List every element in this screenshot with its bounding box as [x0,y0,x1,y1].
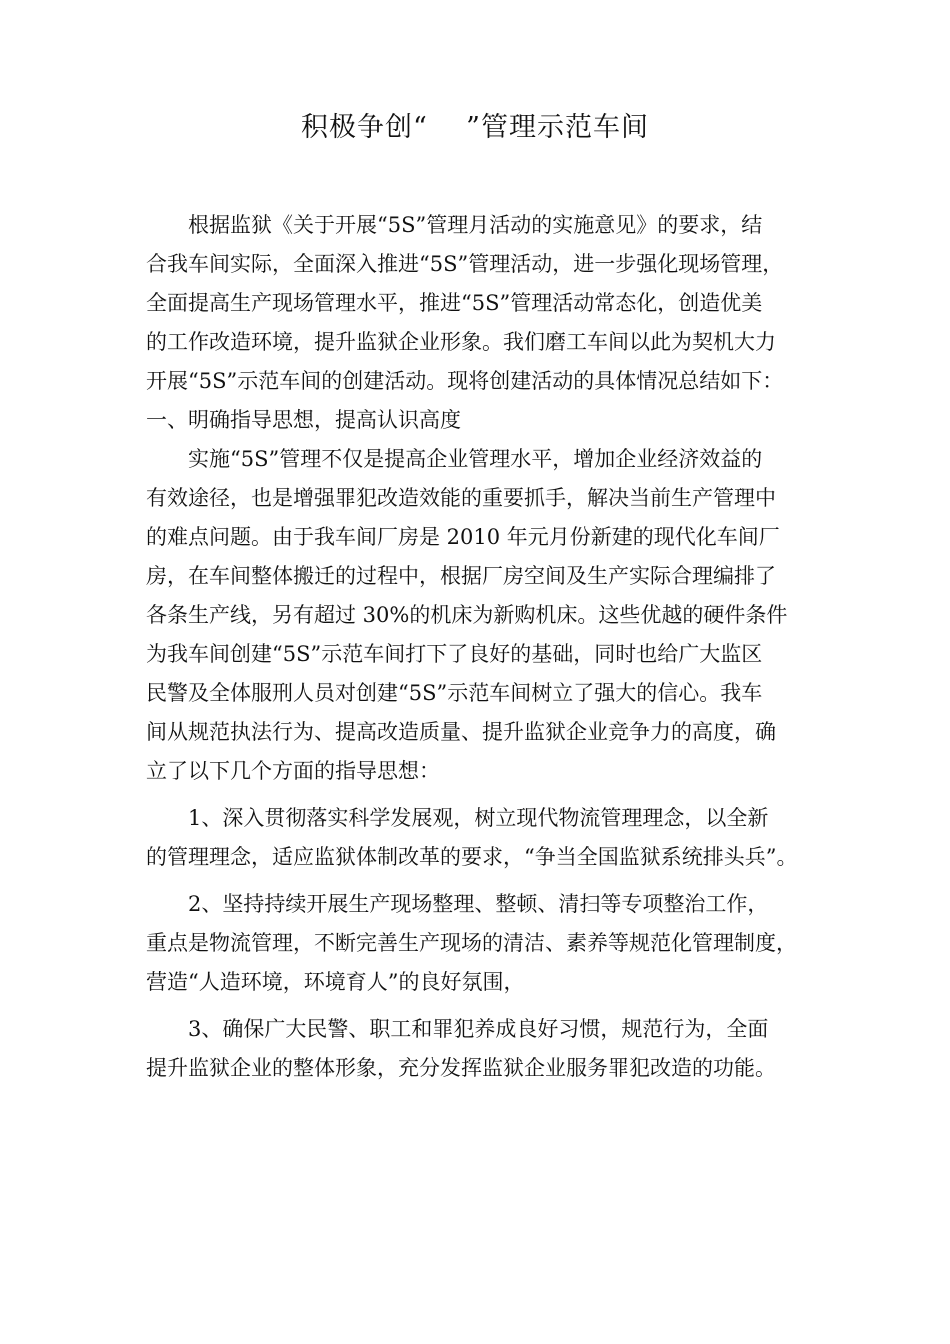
text-line: 的工作改造环境，提升监狱企业形象。我们磨工车间以此为契机大力 [146,330,776,354]
text-line: 营造“人造环境，环境育人”的良好氛围， [146,970,525,994]
document-title: 积极争创“ ”管理示范车间 [301,112,649,143]
text-line: 民警及全体服刑人员对创建“5S”示范车间树立了强大的信心。我车 [146,681,763,705]
text-line: 间从规范执法行为、提高改造质量、提升监狱企业竞争力的高度，确 [146,720,776,744]
paragraph-gap [146,791,808,799]
text-line: 提升监狱企业的整体形象，充分发挥监狱企业服务罪犯改造的功能。 [146,1056,776,1080]
heading-line: 一、明确指导思想，提高认识高度 [146,408,461,432]
paragraph-gap [146,877,808,885]
text-line: 实施“5S”管理不仅是提高企业管理水平，增加企业经济效益的 [188,447,763,471]
text-line: 合我车间实际，全面深入推进“5S”管理活动，进一步强化现场管理， [146,252,784,276]
text-line: 的管理理念，适应监狱体制改革的要求，“争当全国监狱系统排头兵”。 [146,845,798,869]
text-line: 有效途径，也是增强罪犯改造效能的重要抓手，解决当前生产管理中 [146,486,776,510]
document-body [146,206,808,1088]
paragraph-gap [146,1002,808,1010]
text-line: 的难点问题。由于我车间厂房是 2010 年元月份新建的现代化车间厂 [146,525,780,549]
text-line: 1、深入贯彻落实科学发展观，树立现代物流管理理念，以全新 [188,806,769,830]
text-line: 房，在车间整体搬迁的过程中，根据厂房空间及生产实际合理编排了 [146,564,776,588]
text-line: 全面提高生产现场管理水平，推进“5S”管理活动常态化，创造优美 [146,291,763,315]
text-line: 各条生产线，另有超过 30%的机床为新购机床。这些优越的硬件条件 [146,603,788,627]
text-line: 根据监狱《关于开展“5S”管理月活动的实施意见》的要求，结 [188,213,763,237]
text-line: 重点是物流管理，不断完善生产现场的清洁、素养等规范化管理制度， [146,931,797,955]
list-item [146,1010,808,1088]
text-line: 2、坚持持续开展生产现场整理、整顿、清扫等专项整治工作， [188,892,769,916]
list-item [146,885,808,1002]
text-line: 立了以下几个方面的指导思想： [146,759,440,783]
text-line: 开展“5S”示范车间的创建活动。现将创建活动的具体情况总结如下： [146,369,784,393]
text-line: 3、确保广大民警、职工和罪犯养成良好习惯，规范行为，全面 [188,1017,769,1041]
text-line: 为我车间创建“5S”示范车间打下了良好的基础，同时也给广大监区 [146,642,763,666]
paragraph-intro [146,206,808,401]
section-heading [146,401,808,440]
paragraph-guidance [146,440,808,791]
list-item [146,799,808,877]
